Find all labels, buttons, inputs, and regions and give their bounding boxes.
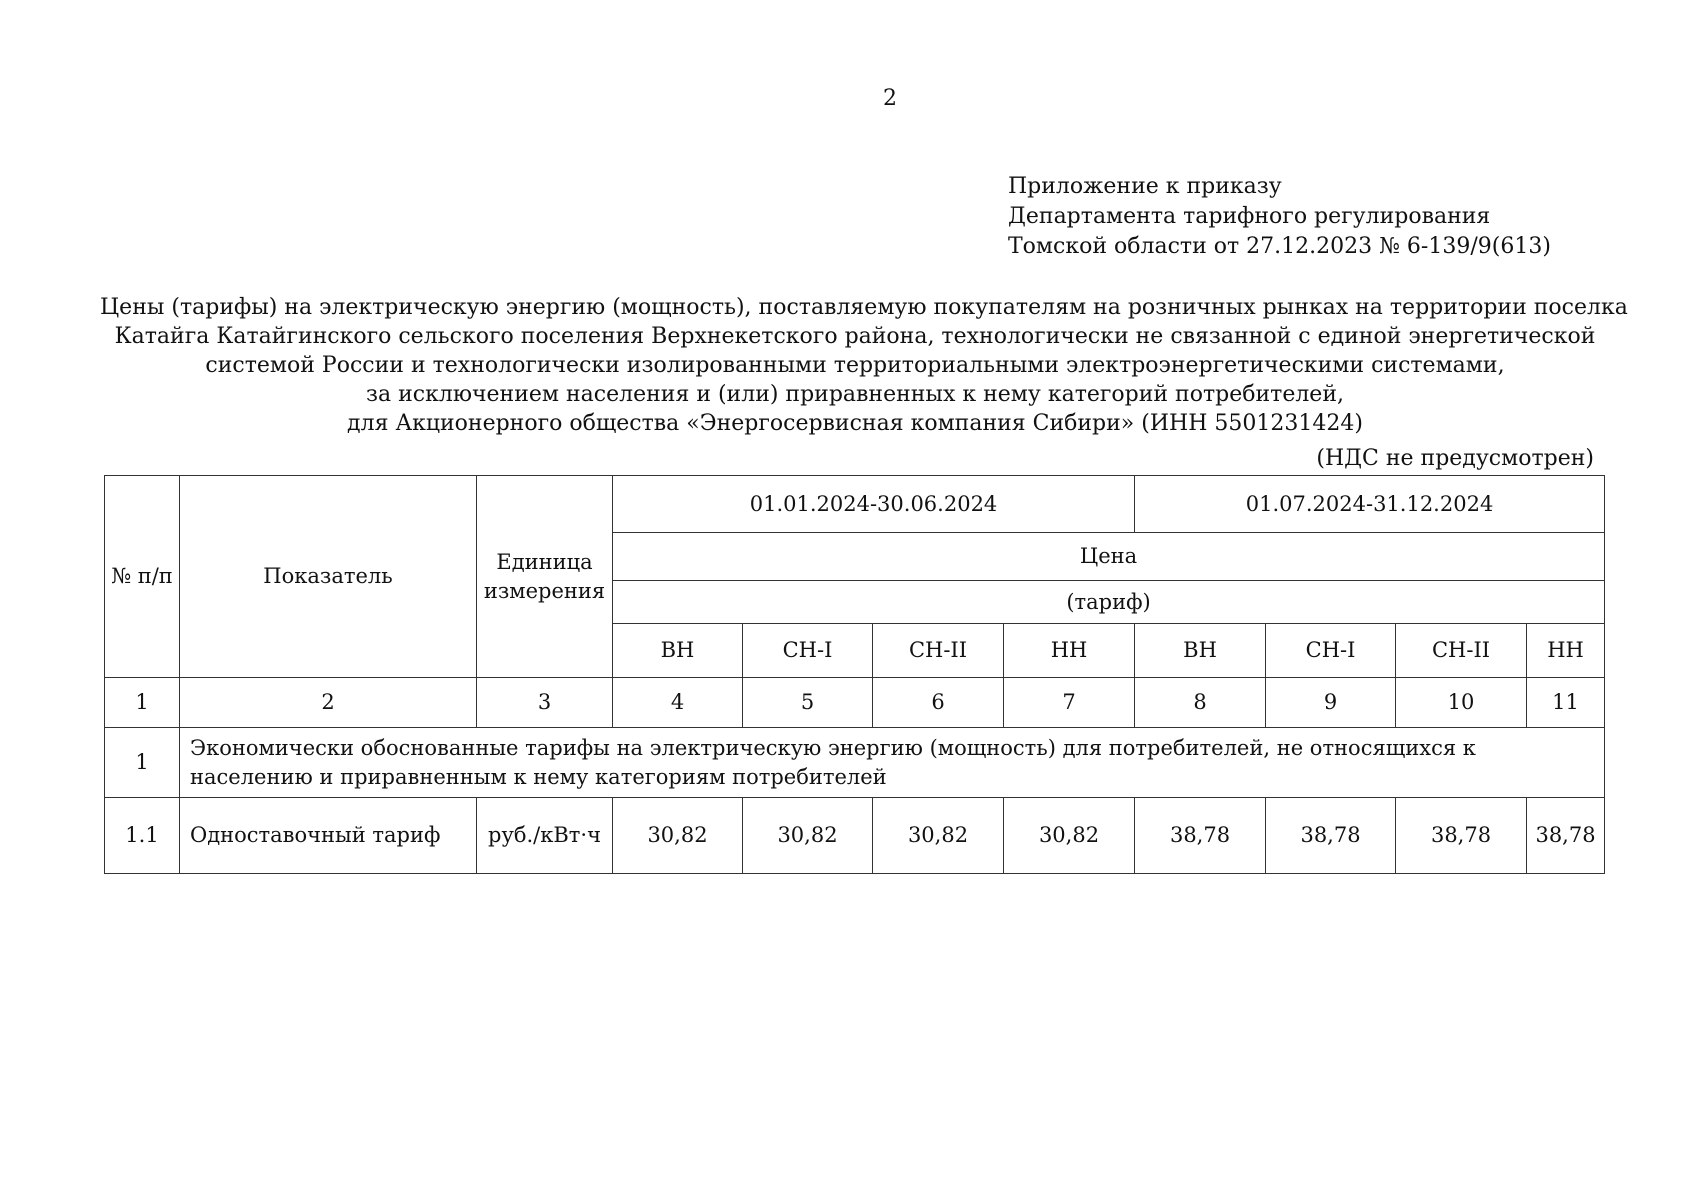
voltage-level: ВН xyxy=(613,624,743,678)
column-number: 5 xyxy=(743,678,873,728)
header-period-1: 01.01.2024-30.06.2024 xyxy=(613,476,1135,533)
column-number: 6 xyxy=(873,678,1004,728)
row-num: 1.1 xyxy=(105,798,180,874)
header-price: Цена xyxy=(613,533,1605,581)
column-number: 8 xyxy=(1135,678,1266,728)
voltage-level: ВН xyxy=(1135,624,1266,678)
title-line: системой России и технологически изолированными территориальными электроэнергетическими системами, xyxy=(205,353,1505,378)
title-line: Катайга Катайгинского сельского поселения Верхнекетского района, технологически не связанной с единой энергетической xyxy=(114,324,1596,349)
tariff-value: 30,82 xyxy=(1004,798,1135,874)
header-num: № п/п xyxy=(105,476,180,678)
tariff-value: 30,82 xyxy=(873,798,1004,874)
column-number: 10 xyxy=(1396,678,1527,728)
vat-note: (НДС не предусмотрен) xyxy=(1316,446,1594,471)
appendix-line: Приложение к приказу xyxy=(1008,174,1282,199)
column-number: 9 xyxy=(1266,678,1396,728)
row-unit: руб./кВт·ч xyxy=(477,798,613,874)
column-number: 11 xyxy=(1527,678,1605,728)
tariff-table xyxy=(104,475,1605,874)
column-number: 2 xyxy=(180,678,477,728)
header-indicator: Показатель xyxy=(180,476,477,678)
appendix-line: Томской области от 27.12.2023 № 6-139/9(613) xyxy=(1008,234,1551,259)
voltage-level: СН-I xyxy=(1266,624,1396,678)
row-indicator: Одноставочный тариф xyxy=(180,798,477,874)
tariff-value: 38,78 xyxy=(1135,798,1266,874)
header-row xyxy=(105,476,1605,533)
tariff-value: 38,78 xyxy=(1266,798,1396,874)
section-text: Экономически обоснованные тарифы на электрическую энергию (мощность) для потребителей, не относящихся к населению и приравненным к нему категориям потребителей xyxy=(180,728,1605,798)
section-num: 1 xyxy=(105,728,180,798)
column-numbers-row xyxy=(105,678,1605,728)
header-unit: Единица измерения xyxy=(477,476,613,678)
appendix-line: Департамента тарифного регулирования xyxy=(1008,204,1491,229)
tariff-value: 38,78 xyxy=(1527,798,1605,874)
column-number: 7 xyxy=(1004,678,1135,728)
title-line: за исключением населения и (или) приравненных к нему категорий потребителей, xyxy=(366,382,1344,407)
tariff-value: 30,82 xyxy=(613,798,743,874)
voltage-level: СН-II xyxy=(873,624,1004,678)
column-number: 1 xyxy=(105,678,180,728)
document-title xyxy=(100,293,1628,438)
title-line: Цены (тарифы) на электрическую энергию (мощность), поставляемую покупателям на розничных рынках на территории поселка xyxy=(100,295,1628,320)
voltage-level: СН-I xyxy=(743,624,873,678)
section-row xyxy=(105,728,1605,798)
appendix-block xyxy=(1008,172,1551,262)
voltage-level: НН xyxy=(1004,624,1135,678)
column-number: 4 xyxy=(613,678,743,728)
page-number: 2 xyxy=(883,86,897,111)
header-period-2: 01.07.2024-31.12.2024 xyxy=(1135,476,1605,533)
tariff-value: 38,78 xyxy=(1396,798,1527,874)
voltage-level: СН-II xyxy=(1396,624,1527,678)
table-row xyxy=(105,798,1605,874)
tariff-value: 30,82 xyxy=(743,798,873,874)
voltage-level: НН xyxy=(1527,624,1605,678)
title-line: для Акционерного общества «Энергосервисная компания Сибири» (ИНН 5501231424) xyxy=(347,411,1363,436)
column-number: 3 xyxy=(477,678,613,728)
header-tariff: (тариф) xyxy=(613,581,1605,624)
